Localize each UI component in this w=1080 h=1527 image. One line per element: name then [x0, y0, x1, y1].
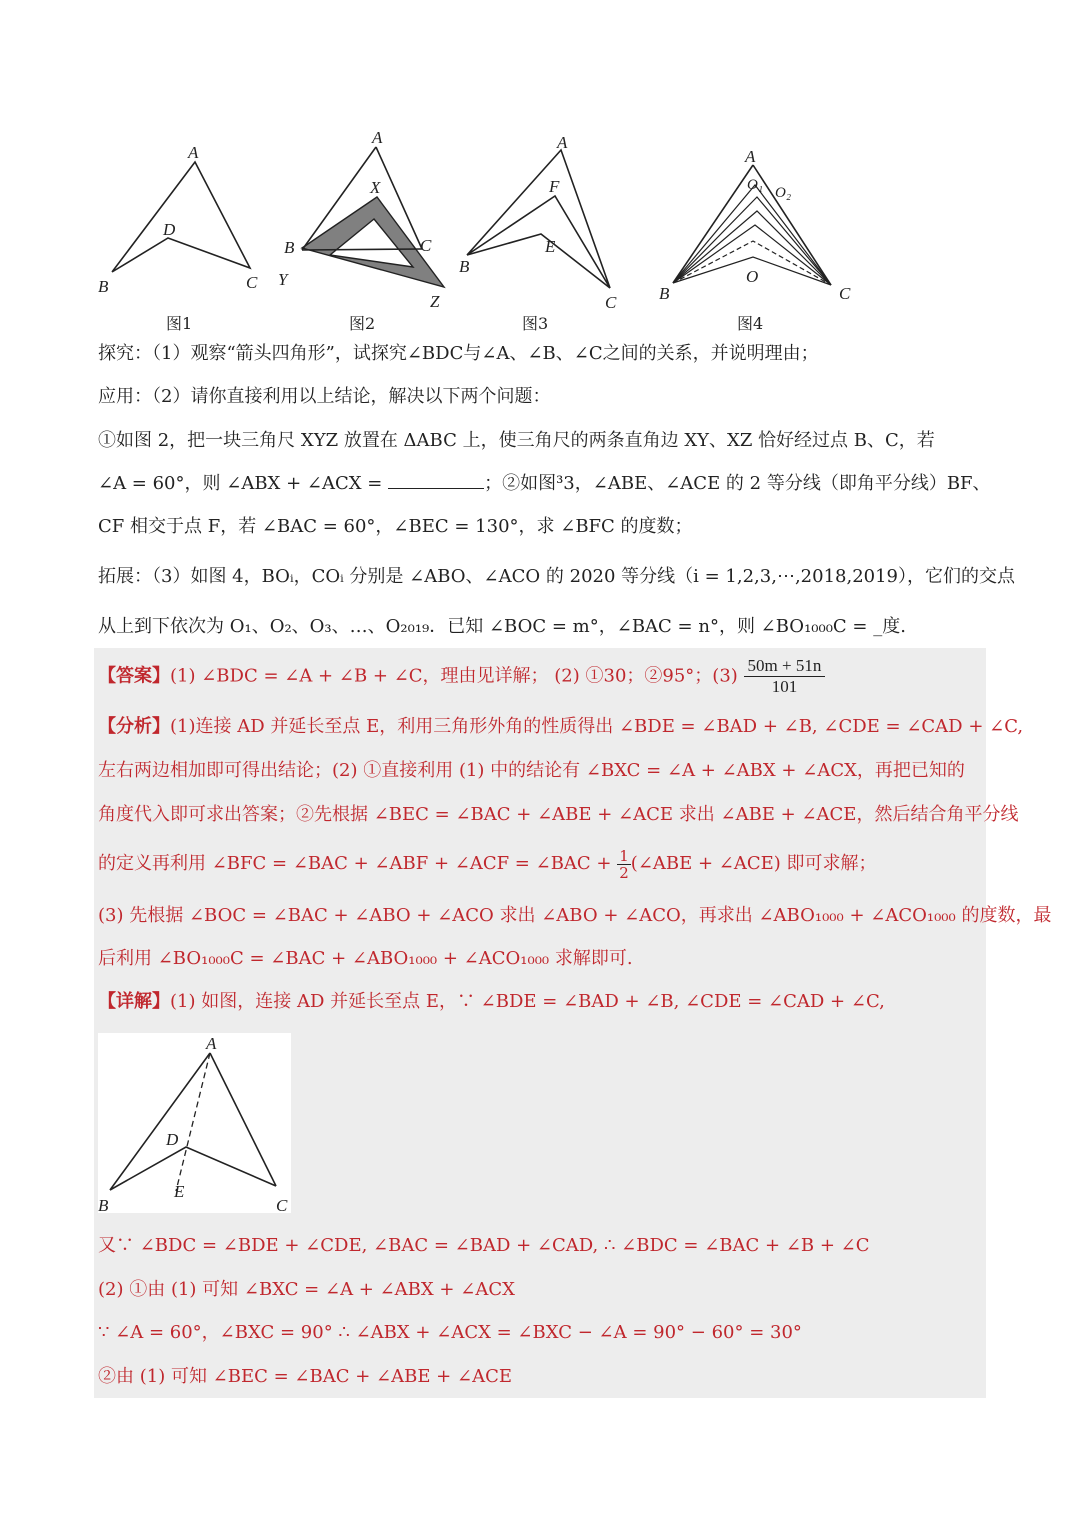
- analysis-line-3: 角度代入即可求出答案；②先根据 ∠BEC = ∠BAC + ∠ABE + ∠ACE 求出 ∠ABE + ∠ACE，然后结合角平分线: [98, 804, 1019, 825]
- detail-line-5: ②由 (1) 可知 ∠BEC = ∠BAC + ∠ABE + ∠ACE: [98, 1366, 512, 1387]
- fig2-label-B: B: [284, 238, 295, 257]
- detail-line-4: ∵ ∠A = 60°，∠BXC = 90° ∴ ∠ABX + ∠ACX = ∠BXC − ∠A = 90° − 60° = 30°: [98, 1322, 802, 1343]
- fig4-caption: 图4: [737, 314, 764, 333]
- analysis-l1: (1)连接 AD 并延长至点 E，利用三角形外角的性质得出 ∠BDE = ∠BAD + ∠B, ∠CDE = ∠CAD + ∠C,: [170, 716, 1024, 737]
- fig3-label-A: A: [557, 133, 568, 152]
- fig1-label-C: C: [246, 273, 258, 292]
- answer-frac-num: 50m + 51n: [744, 656, 826, 677]
- fig2-label-X: X: [370, 178, 381, 197]
- question-line-1: 探究：（1）观察“箭头四角形”，试探究∠BDC与∠A、∠B、∠C之间的关系，并说明理由；: [98, 343, 819, 364]
- detail-l1: (1) 如图，连接 AD 并延长至点 E，∵ ∠BDE = ∠BAD + ∠B, ∠CDE = ∠CAD + ∠C,: [170, 991, 885, 1012]
- analysis-line-6: 后利用 ∠BO₁₀₀₀C = ∠BAC + ∠ABO₁₀₀₀ + ∠ACO₁₀₀₀ 求解即可.: [98, 948, 633, 969]
- answer-tag: 【答案】: [98, 665, 170, 687]
- figure-4: [655, 145, 855, 305]
- detail-line-3: (2) ①由 (1) 可知 ∠BXC = ∠A + ∠ABX + ∠ACX: [98, 1279, 515, 1300]
- fig3-label-F: F: [549, 177, 560, 196]
- fig5-label-D: D: [166, 1130, 179, 1149]
- half-num: 1: [619, 846, 629, 865]
- question-line-2: 应用：（2）请你直接利用以上结论，解决以下两个问题：: [98, 386, 551, 407]
- fig4-label-A: A: [745, 147, 756, 166]
- fig4-label-O: O: [746, 267, 759, 286]
- question-line-4a: ∠A = 60°，则 ∠ABX + ∠ACX =: [98, 473, 383, 494]
- fig5-label-A: A: [206, 1034, 217, 1053]
- fig4-label-B: B: [659, 284, 670, 303]
- half-den: 2: [619, 863, 629, 882]
- figure-5: [98, 1033, 291, 1213]
- question-line-7: 从上到下依次为 O₁、O₂、O₃、…、O₂₀₁₉．已知 ∠BOC = m°，∠BAC = n°，则 ∠BO₁₀₀₀C = _度.: [98, 616, 906, 637]
- analysis-tag: 【分析】: [98, 716, 170, 737]
- answer-line: [98, 656, 985, 697]
- fig1-caption: 图1: [166, 314, 193, 333]
- analysis-line-5: (3) 先根据 ∠BOC = ∠BAC + ∠ABO + ∠ACO 求出 ∠ABO + ∠ACO，再求出 ∠ABO₁₀₀₀ + ∠ACO₁₀₀₀ 的度数，最: [98, 905, 1052, 926]
- question-line-5: CF 相交于点 F，若 ∠BAC = 60°，∠BEC = 130°，求 ∠BFC 的度数；: [98, 516, 693, 537]
- answer-blank: [388, 474, 484, 489]
- answer-fraction: [744, 656, 826, 697]
- fig1-label-D: D: [163, 220, 176, 239]
- detail-line-2: 又∵ ∠BDC = ∠BDE + ∠CDE, ∠BAC = ∠BAD + ∠CAD, ∴ ∠BDC = ∠BAC + ∠B + ∠C: [98, 1235, 870, 1256]
- fig5-label-B: B: [98, 1196, 109, 1213]
- fig2-label-Y: Y: [278, 270, 288, 289]
- question-line-4b: ；②如图³3，∠ABE、∠ACE 的 2 等分线（即角平分线）BF、: [484, 473, 991, 494]
- detail-line-1: [98, 991, 985, 1013]
- fig3-label-B: B: [459, 257, 470, 276]
- analysis-line-2: 左右两边相加即可得出结论；(2) ①直接利用 (1) 中的结论有 ∠BXC = ∠A + ∠ABX + ∠ACX，再把已知的: [98, 760, 965, 781]
- question-line-4: [98, 473, 991, 495]
- fig1-label-B: B: [98, 277, 109, 296]
- fig2-caption: 图2: [349, 314, 376, 333]
- fig3-caption: 图3: [522, 314, 549, 333]
- fig2-label-C: C: [420, 236, 432, 255]
- analysis-line-4: [98, 842, 985, 886]
- figure-1: [90, 140, 270, 300]
- answer-text: (1) ∠BDC = ∠A + ∠B + ∠C，理由见详解； (2) ①30；②95°；(3): [170, 665, 738, 687]
- fig2-label-Z: Z: [430, 292, 440, 310]
- fig1-label-A: A: [188, 143, 199, 162]
- analysis-l4a: 的定义再利用 ∠BFC = ∠BAC + ∠ABF + ∠ACF = ∠BAC +: [98, 853, 612, 874]
- fig2-label-A: A: [372, 128, 383, 147]
- fig3-label-C: C: [605, 293, 617, 310]
- fig4-label-O1: O₁: [747, 177, 764, 193]
- fig4-label-C: C: [839, 284, 851, 303]
- figure-2: [270, 125, 460, 310]
- question-line-6: 拓展：（3）如图 4，BOᵢ，COᵢ 分别是 ∠ABO、∠ACO 的 2020 等分线（i = 1,2,3,⋯,2018,2019），它们的交点: [98, 566, 1016, 587]
- analysis-line-1: [98, 716, 1024, 738]
- detail-tag: 【详解】: [98, 991, 170, 1012]
- answer-frac-den: 101: [771, 677, 798, 696]
- fig4-label-O2: O₂: [775, 185, 792, 201]
- fig5-label-E: E: [174, 1182, 185, 1201]
- question-line-3: ①如图 2，把一块三角尺 XYZ 放置在 ΔABC 上，使三角尺的两条直角边 XY、XZ 恰好经过点 B、C，若: [98, 430, 935, 451]
- half-fraction: [617, 848, 631, 881]
- analysis-l4b: (∠ABE + ∠ACE) 即可求解；: [630, 853, 877, 874]
- fig5-label-C: C: [276, 1196, 288, 1213]
- figure-3: [455, 130, 635, 310]
- fig3-label-E: E: [545, 237, 556, 256]
